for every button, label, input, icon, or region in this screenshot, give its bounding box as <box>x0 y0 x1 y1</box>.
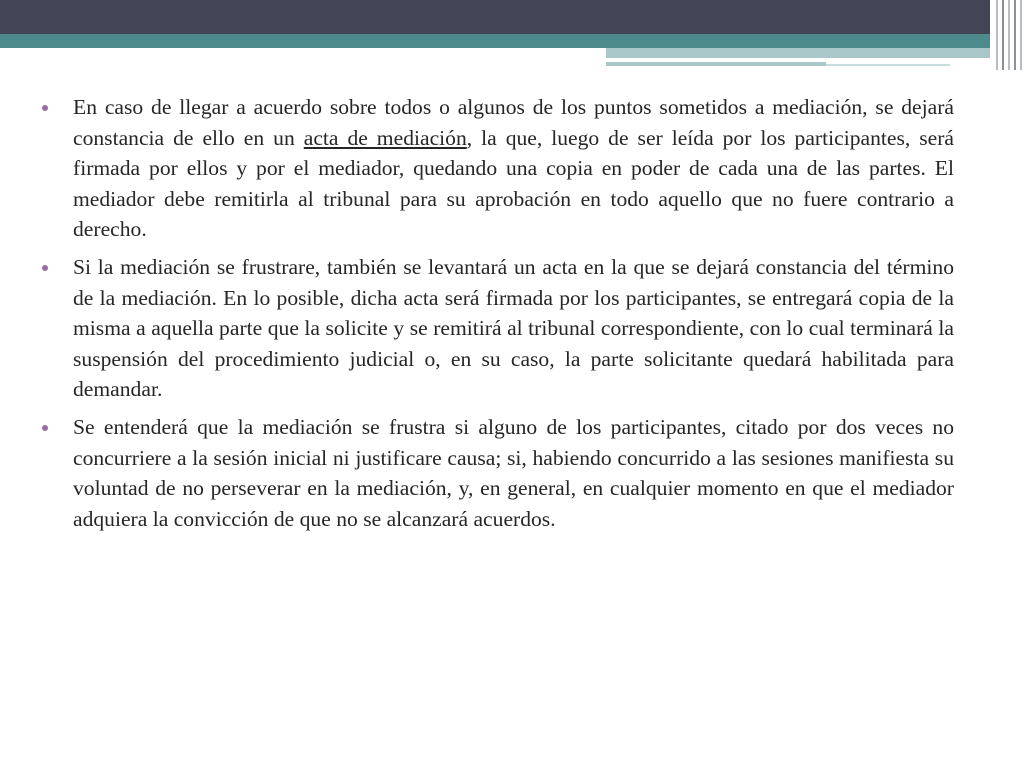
bullet-dot-icon <box>42 105 48 111</box>
decor-stripe <box>1014 0 1016 70</box>
decor-stripe <box>1002 0 1004 70</box>
decor-stripe <box>1008 0 1010 70</box>
header-gap-line <box>0 48 604 50</box>
bullet-text: Se entenderá que la mediación se frustra si alguno de los participantes, citado por dos veces no concurriere a la sesión inicial ni justificare causa; si, habiendo concurrido a las sesiones manifiesta su voluntad de no perseverar en la mediación, y, en general, en cualquier momento en que el mediador adquiera la convicción de que no se alcanzará acuerdos. <box>73 414 954 531</box>
bullet-item-frustrare <box>40 252 954 405</box>
header-thin-teal-bar <box>606 62 826 66</box>
bullet-dot-icon <box>42 265 48 271</box>
bullet-dot-icon <box>42 425 48 431</box>
bullet-text: , la que, luego de ser leída por los participantes, será firmada por ellos y por el mediador, quedando una copia en poder de cada una de las partes. El mediador debe remitirla al tribunal para su aprobación en todo aquello que no fuere contrario a derecho. <box>73 125 955 242</box>
header-dark-bar <box>0 0 1024 34</box>
header-thin-teal-bar-2 <box>826 64 950 66</box>
bullet-list <box>40 92 954 534</box>
acta-de-mediacion-underlined: acta de mediación <box>303 125 467 150</box>
bullet-text: En caso de llegar a acuerdo sobre todos o algunos de los puntos sometidos a mediación, se dejará constancia de ello en un <box>73 95 954 150</box>
bullet-item-frustra <box>40 412 954 534</box>
decor-stripe <box>996 0 998 70</box>
bullet-item-acuerdo <box>40 92 954 245</box>
decor-stripe <box>1020 0 1022 70</box>
header-teal-bar <box>0 34 1024 48</box>
bullet-text: Si la mediación se frustrare, también se levantará un acta en la que se dejará constancia del término de la mediación. En lo posible, dicha acta será firmada por los participantes, se entregará copia de la misma a aquella parte que la solicite y se remitirá al tribunal correspondiente, con lo cual terminará la suspensión del procedimiento judicial o, en su caso, la parte solicitante quedará habilitada para demandar. <box>73 254 954 402</box>
header-light-teal-bar <box>606 48 1024 58</box>
slide-content <box>40 92 954 541</box>
header-right-stripes <box>990 0 1024 70</box>
